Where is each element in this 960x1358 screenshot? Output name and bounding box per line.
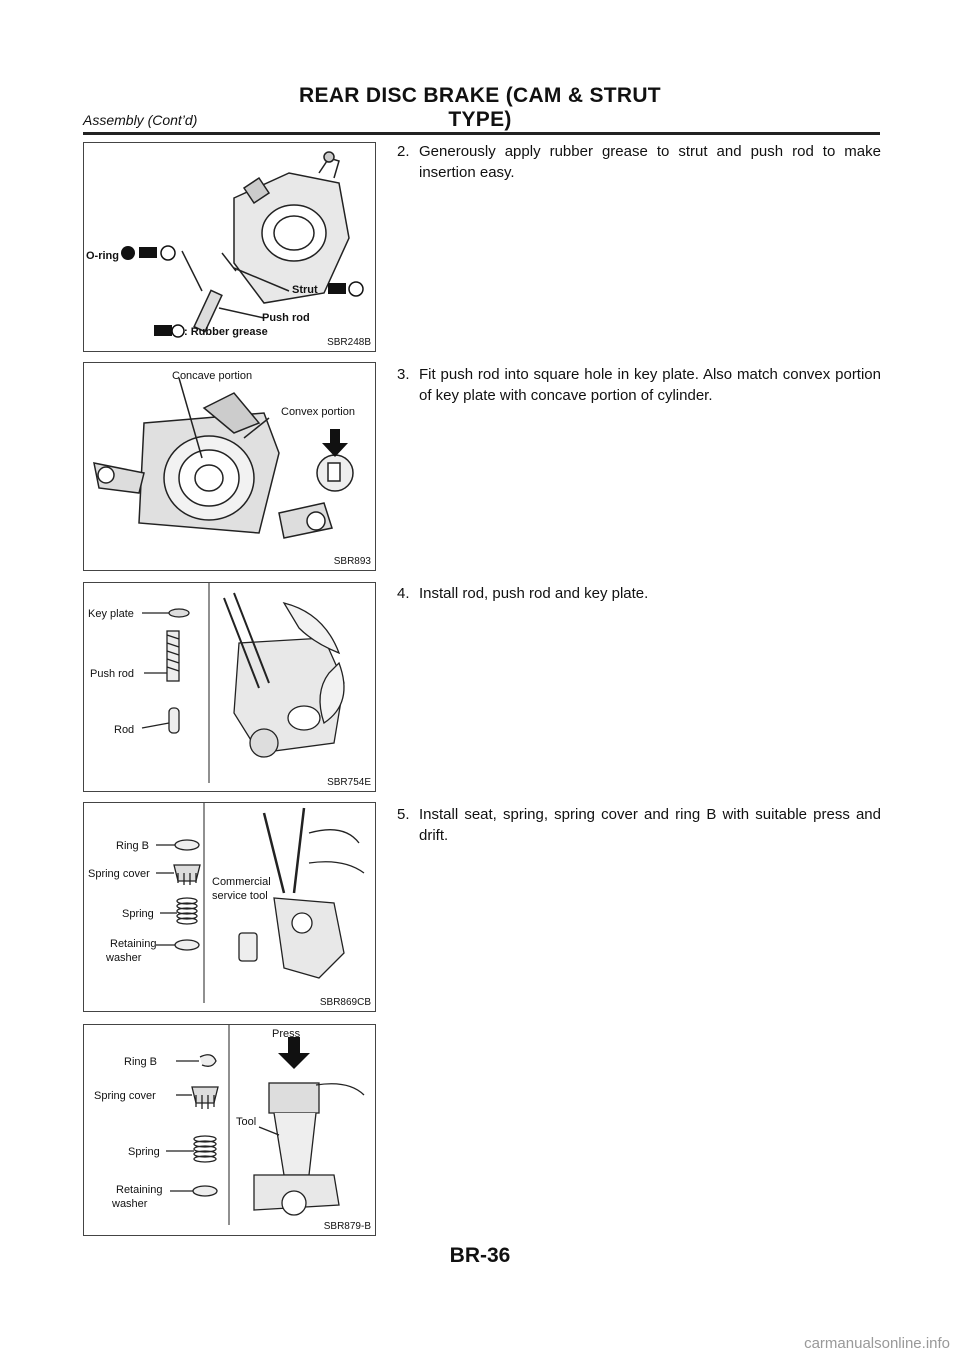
step-text: Generously apply rubber grease to strut and push rod to make insertion easy.: [419, 143, 881, 181]
step-number: 4.: [397, 585, 410, 602]
figure-code: SBR754E: [327, 777, 371, 788]
label-tool: Tool: [236, 1116, 257, 1128]
step-text: Install rod, push rod and key plate.: [419, 585, 649, 602]
rod-install-illustration: [84, 583, 375, 791]
label-convex-portion: Convex portion: [281, 406, 355, 418]
figure-sbr893: [83, 362, 376, 571]
label-key-plate: Key plate: [88, 608, 134, 620]
step-text: Fit push rod into square hole in key plate. Also match convex portion of key plate with concave portion of cylinder.: [419, 366, 881, 404]
label-press: Press: [272, 1028, 301, 1040]
page-title: REAR DISC BRAKE (CAM & STRUT TYPE): [299, 84, 661, 131]
label-rod: Rod: [114, 724, 135, 736]
press-arrow-down-icon: [278, 1037, 310, 1069]
step-4: [397, 583, 881, 604]
label-concave-portion: Concave portion: [172, 370, 253, 382]
label-oring: O-ring: [86, 250, 119, 262]
header-rule: [83, 132, 880, 135]
figure-code: SBR248B: [327, 337, 371, 348]
step-number: 5.: [397, 806, 410, 823]
label-spring-cover: Spring cover: [88, 868, 150, 880]
label-ring-b: Ring B: [116, 840, 150, 852]
figure-code: SBR893: [333, 556, 371, 567]
label-rubber-grease: : Rubber grease: [184, 326, 268, 338]
caliper-grease-illustration: [84, 143, 375, 351]
figure-sbr754e: [83, 582, 376, 792]
step-2: [397, 141, 881, 183]
step-5: [397, 804, 881, 846]
label-strut: Strut: [292, 284, 318, 296]
label-push-rod: Push rod: [90, 668, 135, 680]
label-ring-b: Ring B: [124, 1056, 158, 1068]
page-number: BR-36: [449, 1244, 511, 1267]
figure-sbr248b: [83, 142, 376, 352]
label-commercial: Commercial: [212, 876, 271, 888]
spring-tool-illustration: [84, 803, 375, 1011]
caliper-concave-illustration: [84, 363, 375, 570]
figure-code: SBR869CB: [319, 997, 371, 1008]
label-service-tool: service tool: [212, 890, 268, 902]
step-number: 3.: [397, 366, 410, 383]
page-subtitle: Assembly (Cont’d): [83, 112, 198, 128]
label-retaining: Retaining: [110, 938, 157, 950]
label-spring-cover: Spring cover: [94, 1090, 156, 1102]
step-3: [397, 364, 881, 406]
label-spring: Spring: [128, 1146, 160, 1158]
step-text: Install seat, spring, spring cover and ring B with suitable press and drift.: [419, 806, 881, 844]
figure-sbr879b: [83, 1024, 376, 1236]
label-pushrod: Push rod: [262, 312, 310, 324]
figure-sbr869cb: [83, 802, 376, 1012]
figure-code: SBR879-B: [323, 1221, 371, 1232]
press-tool-illustration: [84, 1025, 375, 1235]
label-retaining: Retaining: [116, 1184, 163, 1196]
step-number: 2.: [397, 143, 410, 160]
watermark-link[interactable]: carmanualsonline.info: [804, 1335, 950, 1352]
label-spring: Spring: [122, 908, 154, 920]
label-washer: washer: [112, 1198, 148, 1210]
arrow-down-icon: [322, 429, 348, 457]
label-washer: washer: [106, 952, 142, 964]
